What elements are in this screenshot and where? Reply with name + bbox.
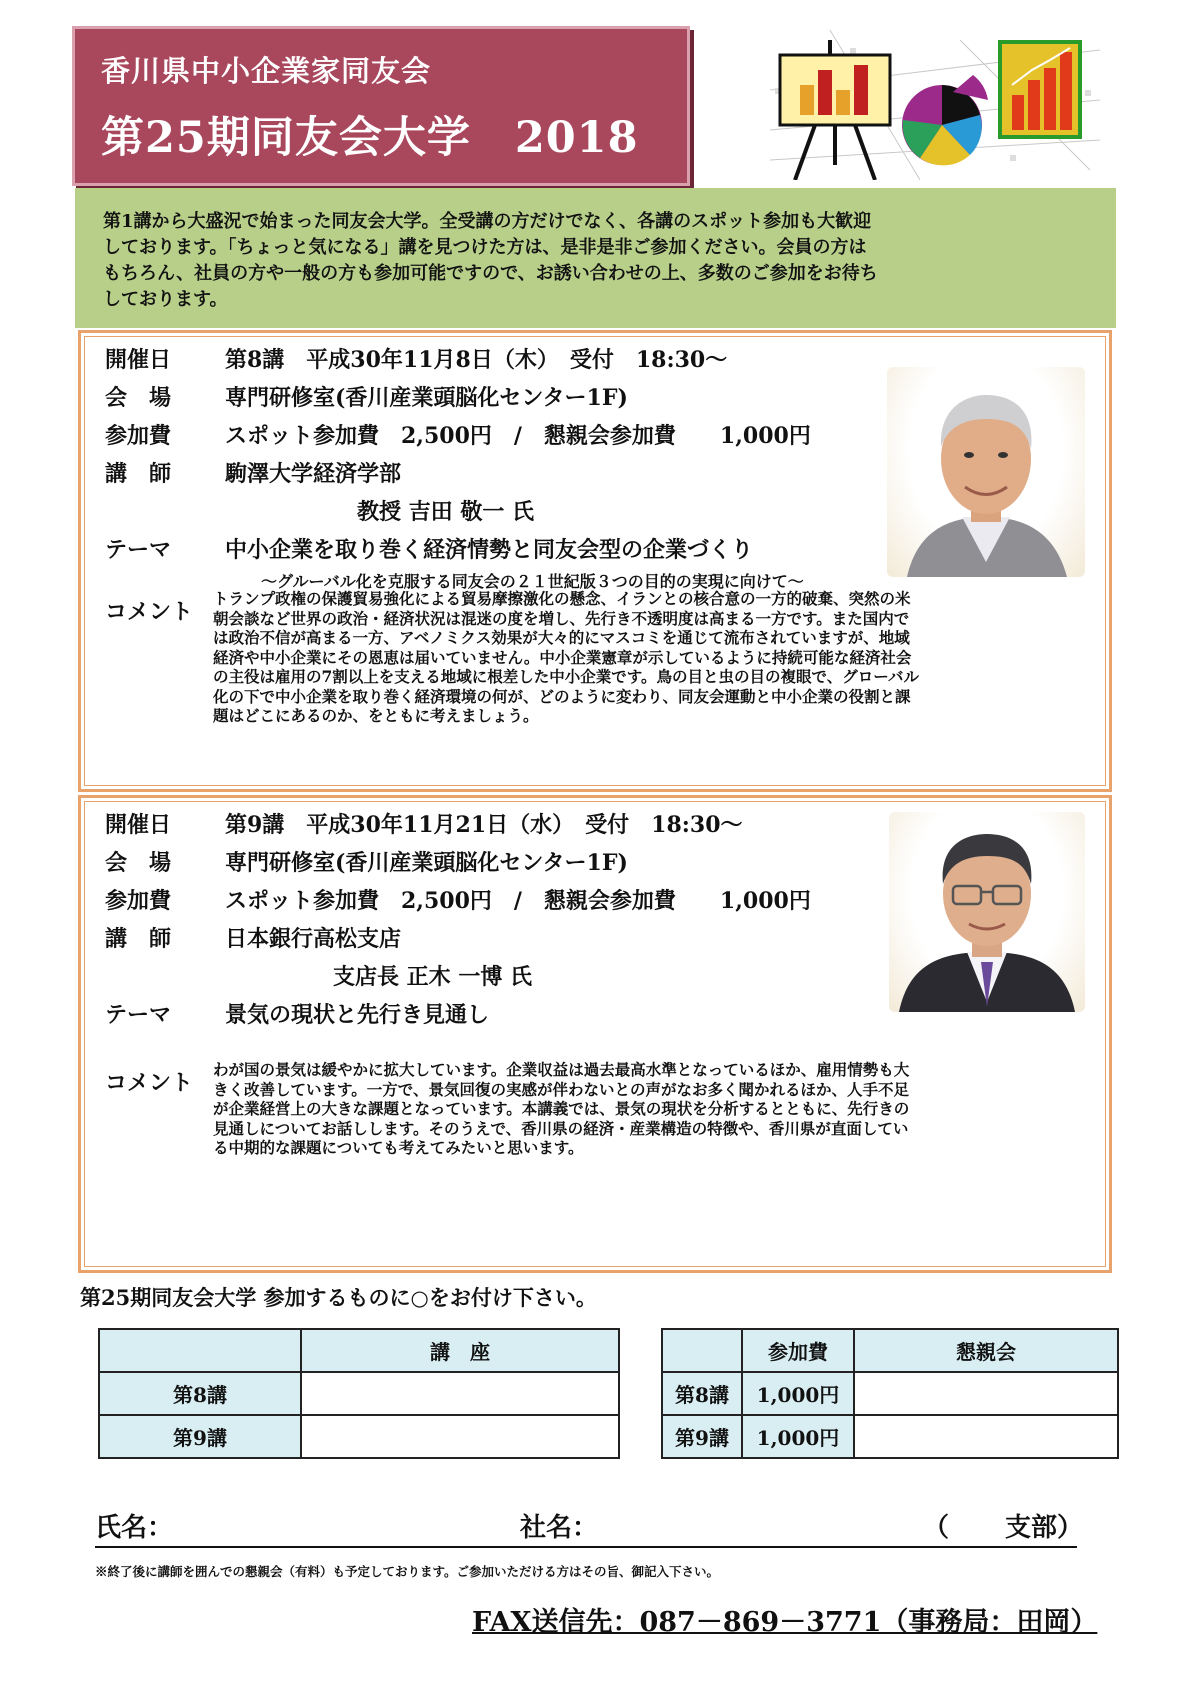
lecturer-name: 教授 吉田 敬一 氏 [357,499,534,525]
company-label: 社名： [520,1513,599,1543]
name-label: 氏名： [95,1513,174,1543]
lecturer-row [105,922,401,953]
date-label: 開催日 [105,347,172,373]
intro-line: 第1講から大盛況で始まった同友会大学。全受講の方だけでなく、各講のスポット参加も大歓迎 [103,211,872,232]
header-banner [72,26,690,186]
venue-row [105,846,628,877]
lecturer-label: 講 師 [105,926,172,952]
course-8-mark-cell[interactable] [301,1372,619,1415]
comment-label: コメント [105,599,194,625]
fee-label: 参加費 [105,423,172,449]
comment-label: コメント [105,1070,194,1096]
social-row-label: 第9講 [662,1415,742,1458]
comment-line: 題はどこにあるのか、をともに考えましょう。 [213,706,539,725]
course-table-corner [99,1329,301,1372]
intro-line: もちろん、社員の方や一般の方も参加可能ですので、お誘い合わせの上、多数のご参加をお待ち [103,263,878,284]
comment-text [213,589,1073,726]
lecturer-label: 講 師 [105,461,172,487]
theme-label: テーマ [105,537,172,563]
fee-row [105,884,811,915]
comment-line: 見通しについてお話しします。そのうえで、香川県の経済・産業構造の特徴や、香川県が直面してい [213,1118,909,1138]
fee-label: 参加費 [105,888,172,914]
fax-number: FAX送信先：087－869－3771（事務局：田岡） [472,1607,1098,1638]
comment-line: 経済や中小企業にその恩恵は届いていません。中小企業憲章が示しているように持続可能な経済社会 [213,647,912,667]
date-row [105,343,727,374]
comment-line: は政治不信が高まる一方、アベノミクス効果が大々的にマスコミを通じて流布されていますが、地域 [213,628,910,647]
lecturer-photo [887,367,1085,577]
theme-row [105,533,753,564]
fee-row [105,419,811,450]
course-row-label: 第9講 [99,1415,301,1458]
presentation-chart-clipart [770,30,1100,180]
course-9-mark-cell[interactable] [301,1415,619,1458]
lecturer-name: 支店長 正木 一博 氏 [333,964,532,990]
signature-underline [95,1546,1077,1548]
intro-line: しております。 [103,289,228,310]
intro-box [75,188,1116,328]
comment-text [213,1060,1073,1158]
venue-value: 専門研修室(香川産業頭脳化センター1F) [225,850,628,876]
theme-value: 景気の現状と先行き見通し [225,1002,490,1028]
social-9-mark-cell[interactable] [854,1415,1118,1458]
comment-line: トランプ政権の保護貿易強化による貿易摩擦激化の懸念、イランとの核合意の一方的破棄、突然の米 [213,589,911,608]
venue-label: 会 場 [105,385,172,411]
comment-line: の主役は雇用の7割以上を支える地域に根差した中小企業です。鳥の目と虫の目の複眼で、グローバル [213,667,919,686]
venue-value: 専門研修室(香川産業頭脳化センター1F) [225,385,628,411]
lecturer-photo [889,812,1085,1012]
form-title: 第25期同友会大学 参加するものに○をお付け下さい。 [80,1285,597,1310]
social-table-corner [662,1329,742,1372]
social-fee: 1,000円 [742,1415,854,1458]
social-row-label: 第8講 [662,1372,742,1415]
intro-line: しております。「ちょっと気になる」講を見つけた方は、是非是非ご参加ください。会員の方は [103,237,867,258]
comment-line: が企業経営上の大きな課題となっています。本講義では、景気の現状を分析するとともに、先行きの [213,1099,910,1118]
branch-open: （ [923,1513,950,1543]
theme-value: 中小企業を取り巻く経済情勢と同友会型の企業づくり [225,537,754,563]
fee-value: スポット参加費 2,500円 / 懇親会参加費 1,000円 [225,888,811,914]
theme-label: テーマ [105,1002,172,1028]
social-8-mark-cell[interactable] [854,1372,1118,1415]
course-row-label: 第8講 [99,1372,301,1415]
fee-value: スポット参加費 2,500円 / 懇親会参加費 1,000円 [225,423,811,449]
date-value: 第8講 平成30年11月8日（木） 受付 18:30～ [225,347,728,373]
comment-line: わが国の景気は緩やかに拡大しています。企業収益は過去最高水準となっているほか、雇用情勢も大 [213,1060,910,1079]
branch-label: 支部） [1005,1513,1084,1543]
theme-subtitle: ～グルーバル化を克服する同友会の２１世紀版３つの目的の実現に向けて～ [261,572,804,591]
social-table [661,1328,1119,1459]
footnote: ※終了後に講師を囲んでの懇親会（有料）も予定しております。ご参加いただける方はその旨、御記入下さい。 [95,1564,720,1579]
comment-line: 化の下で中小企業を取り巻く経済環境の何が、どのように変わり、同友会運動と中小企業の役割と課 [213,686,911,706]
signature-row [95,1506,1084,1548]
course-table [98,1328,620,1459]
date-label: 開催日 [105,812,172,838]
comment-line: 朝会談など世界の政治・経済状況は混迷の度を増し、先行き不透明度は高まる一方です。また国内で [213,608,910,628]
date-row [105,808,743,839]
fee-header: 参加費 [742,1329,854,1372]
course-table-header: 講 座 [301,1329,619,1372]
lecturer-org: 日本銀行高松支店 [225,926,402,952]
social-fee: 1,000円 [742,1372,854,1415]
page-title: 第25期同友会大学 2018 [101,113,639,163]
organization-name: 香川県中小企業家同友会 [101,54,432,88]
theme-row [105,998,489,1029]
comment-line: る中期的な課題についても考えてみたいと思います。 [213,1138,584,1157]
venue-row [105,381,628,412]
social-header: 懇親会 [854,1329,1118,1372]
venue-label: 会 場 [105,850,172,876]
session-8-box [78,330,1112,792]
comment-line: きく改善しています。一方で、景気回復の実感が伴わないとの声がなお多く聞かれるほか、人手不足 [213,1079,909,1099]
lecturer-row [105,457,401,488]
date-value: 第9講 平成30年11月21日（水） 受付 18:30～ [225,812,743,838]
lecturer-org: 駒澤大学経済学部 [225,461,402,487]
session-9-box [78,795,1112,1273]
